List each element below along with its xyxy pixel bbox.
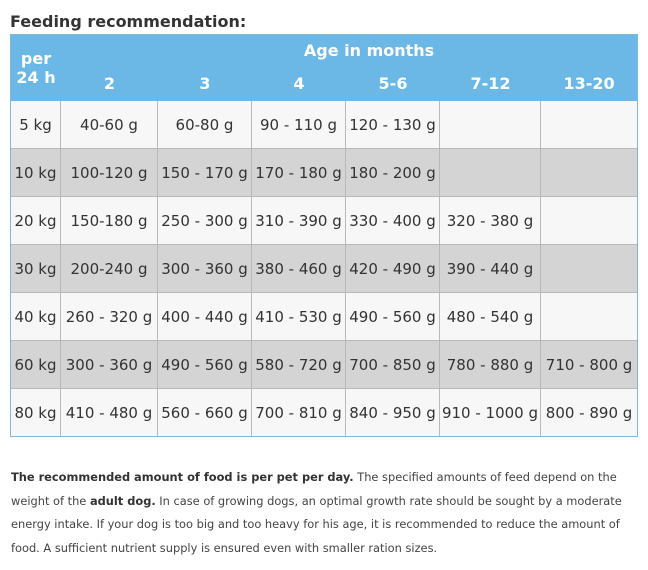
amount-cell: 910 - 1000 g xyxy=(440,389,541,436)
amount-cell: 200-240 g xyxy=(61,245,158,293)
amount-cell: 560 - 660 g xyxy=(158,389,252,436)
note-text-2: In case of growing dogs, an optimal growth rate should be sought by a moderate energy intake. If your dog is too big and too heavy for his age, it is recommended to reduce the amount of food. A sufficient nutrient supply is ensured even with smaller ration sizes. xyxy=(11,493,622,556)
amount-cell xyxy=(541,245,637,293)
table-row xyxy=(11,293,637,341)
header-row-age xyxy=(11,35,637,66)
weight-cell: 20 kg xyxy=(11,197,61,245)
amount-cell: 840 - 950 g xyxy=(346,389,440,436)
weight-cell: 10 kg xyxy=(11,149,61,197)
amount-cell: 480 - 540 g xyxy=(440,293,541,341)
amount-cell: 150-180 g xyxy=(61,197,158,245)
age-column-header: 13-20 xyxy=(541,66,637,101)
amount-cell: 180 - 200 g xyxy=(346,149,440,197)
table-row xyxy=(11,245,637,293)
weight-cell: 5 kg xyxy=(11,101,61,149)
age-column-header: 5-6 xyxy=(346,66,440,101)
amount-cell: 700 - 810 g xyxy=(252,389,346,436)
note-text-1: The specified amounts of feed depend on the weight of the xyxy=(11,470,617,508)
amount-cell: 490 - 560 g xyxy=(346,293,440,341)
amount-cell: 410 - 530 g xyxy=(252,293,346,341)
amount-cell xyxy=(541,293,637,341)
feeding-table xyxy=(10,34,638,437)
amount-cell: 260 - 320 g xyxy=(61,293,158,341)
amount-cell: 700 - 850 g xyxy=(346,341,440,389)
weight-cell: 40 kg xyxy=(11,293,61,341)
per-24h-header xyxy=(11,35,61,101)
amount-cell: 150 - 170 g xyxy=(158,149,252,197)
age-column-header: 2 xyxy=(61,66,158,101)
amount-cell: 410 - 480 g xyxy=(61,389,158,436)
age-column-header: 7-12 xyxy=(440,66,541,101)
amount-cell: 90 - 110 g xyxy=(252,101,346,149)
table-row xyxy=(11,389,637,436)
amount-cell: 100-120 g xyxy=(61,149,158,197)
table-row xyxy=(11,149,637,197)
amount-cell: 330 - 400 g xyxy=(346,197,440,245)
amount-cell xyxy=(541,197,637,245)
weight-cell: 80 kg xyxy=(11,389,61,436)
weight-cell: 60 kg xyxy=(11,341,61,389)
amount-cell xyxy=(541,149,637,197)
amount-cell: 250 - 300 g xyxy=(158,197,252,245)
note-bold-adult-dog: adult dog. xyxy=(89,493,156,508)
amount-cell xyxy=(440,101,541,149)
header-row-months xyxy=(11,66,637,101)
amount-cell: 320 - 380 g xyxy=(440,197,541,245)
amount-cell: 780 - 880 g xyxy=(440,341,541,389)
amount-cell: 310 - 390 g xyxy=(252,197,346,245)
feeding-note xyxy=(11,466,631,561)
amount-cell: 490 - 560 g xyxy=(158,341,252,389)
age-in-months-header: Age in months xyxy=(61,35,637,66)
age-column-header: 4 xyxy=(252,66,346,101)
table-row xyxy=(11,101,637,149)
amount-cell: 390 - 440 g xyxy=(440,245,541,293)
amount-cell: 300 - 360 g xyxy=(61,341,158,389)
amount-cell: 400 - 440 g xyxy=(158,293,252,341)
per-header-line2: 24 h xyxy=(16,68,56,87)
amount-cell xyxy=(440,149,541,197)
amount-cell: 120 - 130 g xyxy=(346,101,440,149)
amount-cell xyxy=(541,101,637,149)
table-row xyxy=(11,341,637,389)
amount-cell: 60-80 g xyxy=(158,101,252,149)
amount-cell: 170 - 180 g xyxy=(252,149,346,197)
weight-cell: 30 kg xyxy=(11,245,61,293)
amount-cell: 40-60 g xyxy=(61,101,158,149)
age-column-header: 3 xyxy=(158,66,252,101)
amount-cell: 800 - 890 g xyxy=(541,389,637,436)
page-title: Feeding recommendation: xyxy=(10,12,247,31)
note-bold-amount: The recommended amount of food is per pet per day. xyxy=(11,470,354,484)
amount-cell: 380 - 460 g xyxy=(252,245,346,293)
amount-cell: 420 - 490 g xyxy=(346,245,440,293)
amount-cell: 580 - 720 g xyxy=(252,341,346,389)
table-row xyxy=(11,197,637,245)
per-header-line1: per xyxy=(20,49,52,68)
amount-cell: 710 - 800 g xyxy=(541,341,637,389)
amount-cell: 300 - 360 g xyxy=(158,245,252,293)
